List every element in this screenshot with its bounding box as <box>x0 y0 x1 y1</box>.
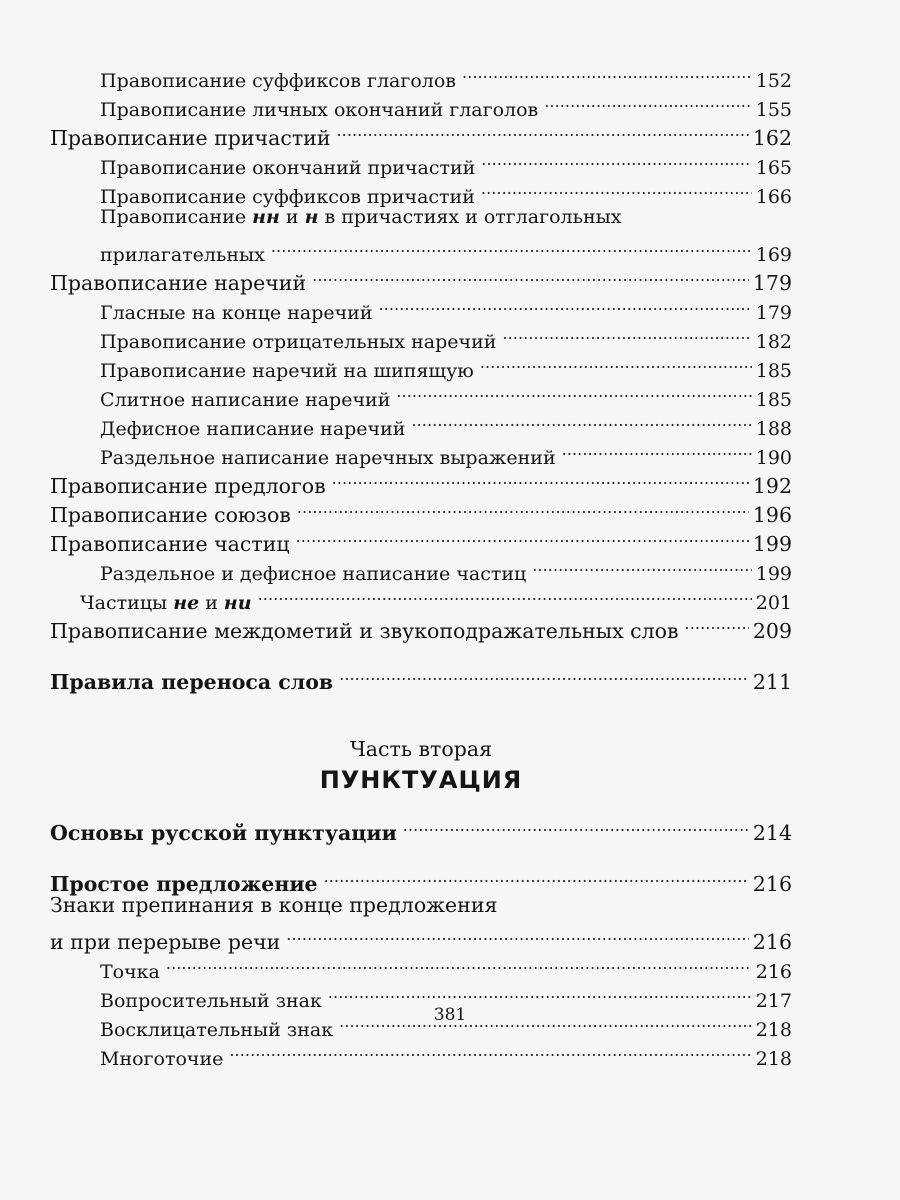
toc-entry-page: 196 <box>752 503 792 527</box>
leader-dots <box>297 493 749 522</box>
toc-entry-label: Многоточие <box>100 1048 224 1070</box>
leader-dots <box>544 87 752 116</box>
toc-entry-page: 152 <box>755 70 792 92</box>
toc-entry-label: Правописание наречий на шипящую <box>100 360 474 382</box>
toc-entry-page: 165 <box>755 157 792 179</box>
toc-entry-label: и при перерыве речи <box>50 930 281 954</box>
leader-dots <box>312 261 749 290</box>
leader-dots <box>480 348 752 377</box>
toc-entry-page: 209 <box>752 619 792 643</box>
emphasis-nn: нн <box>252 206 280 228</box>
page-number: 381 <box>433 1005 467 1025</box>
table-of-contents <box>50 58 792 1070</box>
leader-dots <box>379 290 752 319</box>
toc-entry-label: Правописание личных окончаний глаголов <box>100 99 539 121</box>
toc-entry-label: Правописание суффиксов причастий <box>100 186 475 208</box>
toc-entry-page: 188 <box>755 418 792 440</box>
toc-entry[interactable] <box>50 862 792 896</box>
toc-entry-label: Гласные на конце наречий <box>100 302 373 324</box>
toc-entry-label: Правописание наречий <box>50 271 307 295</box>
leader-dots <box>502 319 751 348</box>
toc-entry-label: Частицы не и ни <box>80 592 252 614</box>
leader-dots <box>532 551 751 580</box>
toc-entry-first-line[interactable]: Знаки препинания в конце предложения <box>50 893 498 917</box>
leader-dots <box>396 377 751 406</box>
toc-entry-page: 190 <box>755 447 792 469</box>
toc-entry[interactable] <box>50 58 792 92</box>
leader-dots <box>336 116 748 145</box>
toc-entry-page: 155 <box>755 99 792 121</box>
leader-dots <box>403 811 749 840</box>
toc-entry-label: Правописание междометий и звукоподражательных слов <box>50 619 679 643</box>
toc-entry-label: Правописание суффиксов глаголов <box>100 70 456 92</box>
toc-entry-page: 185 <box>755 389 792 411</box>
toc-entry-label: Правила переноса слов <box>50 670 334 694</box>
leader-dots <box>562 435 752 464</box>
toc-entry-page: 199 <box>752 532 792 556</box>
toc-entry-page: 216 <box>752 872 792 896</box>
emphasis-ne: не <box>173 592 200 614</box>
leader-dots <box>324 862 749 891</box>
toc-entry[interactable] <box>50 978 792 1012</box>
leader-dots <box>271 232 752 261</box>
toc-entry-page: 214 <box>752 821 792 845</box>
toc-entry-page: 218 <box>755 1019 792 1041</box>
toc-entry-page: 211 <box>752 670 792 694</box>
toc-entry-label: Восклицательный знак <box>100 1019 334 1041</box>
toc-entry-page: 217 <box>755 990 792 1012</box>
toc-entry[interactable] <box>50 232 792 266</box>
toc-entry-page: 199 <box>755 563 792 585</box>
toc-entry-page: 216 <box>752 930 792 954</box>
leader-dots <box>481 145 751 174</box>
toc-entry[interactable] <box>50 920 792 954</box>
toc-entry-page: 192 <box>752 474 792 498</box>
toc-entry-page: 216 <box>755 961 792 983</box>
toc-entry[interactable] <box>50 660 792 694</box>
toc-entry-label: Правописание союзов <box>50 503 291 527</box>
part-subtitle: Часть вторая <box>349 737 493 761</box>
leader-dots <box>328 978 752 1007</box>
toc-entry-label: Правописание причастий <box>50 126 331 150</box>
toc-entry-label: Слитное написание наречий <box>100 389 391 411</box>
toc-entry-page: 201 <box>755 592 792 614</box>
toc-entry-label: Точка <box>100 961 160 983</box>
toc-entry-page: 166 <box>755 186 792 208</box>
emphasis-n: н <box>304 206 319 228</box>
leader-dots <box>411 406 751 435</box>
toc-entry-label: Раздельное и дефисное написание частиц <box>100 563 527 585</box>
toc-entry-page: 162 <box>752 126 792 150</box>
leader-dots <box>296 522 749 551</box>
leader-dots <box>339 660 749 689</box>
toc-entry[interactable] <box>50 811 792 845</box>
toc-entry-page: 182 <box>755 331 792 353</box>
toc-entry-label: Правописание частиц <box>50 532 290 556</box>
toc-entry-page: 179 <box>752 271 792 295</box>
toc-entry-label: Правописание окончаний причастий <box>100 157 476 179</box>
leader-dots <box>481 174 752 203</box>
toc-entry-label: Дефисное написание наречий <box>100 418 406 440</box>
toc-entry-page: 179 <box>755 302 792 324</box>
leader-dots <box>166 949 752 978</box>
toc-entry-label: Правописание предлогов <box>50 474 326 498</box>
toc-entry-label: Правописание отрицательных наречий <box>100 331 497 353</box>
toc-entry-label: Раздельное написание наречных выражений <box>100 447 556 469</box>
leader-dots <box>685 609 749 638</box>
toc-entry-first-line[interactable]: Правописание нн и н в причастиях и отглагольных <box>100 206 622 228</box>
leader-dots <box>332 464 749 493</box>
toc-entry-page: 169 <box>755 244 792 266</box>
toc-entry-label: Основы русской пунктуации <box>50 821 397 845</box>
toc-entry-page: 185 <box>755 360 792 382</box>
leader-dots <box>286 920 749 949</box>
leader-dots <box>229 1036 751 1065</box>
toc-entry-label: Вопросительный знак <box>100 990 322 1012</box>
emphasis-ni: ни <box>223 592 252 614</box>
toc-entry-page: 218 <box>755 1048 792 1070</box>
toc-entry-label: Простое предложение <box>50 872 318 896</box>
leader-dots <box>462 58 752 87</box>
leader-dots <box>258 580 752 609</box>
toc-entry-label: прилагательных <box>100 244 265 266</box>
part-title: ПУНКТУАЦИЯ <box>319 766 523 794</box>
